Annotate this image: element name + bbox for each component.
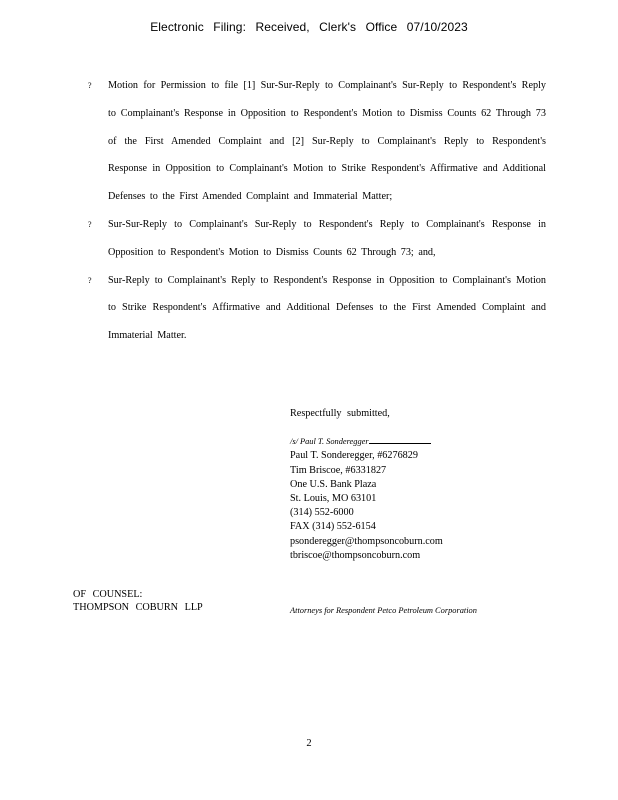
bullet-icon: ? bbox=[88, 219, 92, 229]
list-item-text: Sur-Reply to Complainant's Reply to Respondent's Response in Opposition to Complainant's Motion to Strike Respondent's Affirmative and Additional Defenses to the First Amended Complaint and Immaterial Matter. bbox=[108, 274, 546, 342]
of-counsel-label: OF COUNSEL: bbox=[73, 589, 143, 600]
closing-text: Respectfully submitted, bbox=[290, 408, 390, 419]
firm-name: THOMPSON COBURN LLP bbox=[73, 602, 203, 613]
attorney-name-1: Paul T. Sonderegger, #6276829 bbox=[290, 450, 418, 462]
filing-header: Electronic Filing: Received, Clerk's Office 07/10/2023 bbox=[150, 20, 468, 34]
list-item bbox=[84, 211, 546, 267]
electronic-signature: /s/ Paul T. Sonderegger bbox=[290, 437, 369, 447]
email-2: tbriscoe@thompsoncoburn.com bbox=[290, 549, 421, 561]
phone: (314) 552-6000 bbox=[290, 507, 354, 519]
page-number: 2 bbox=[306, 738, 312, 749]
document-list bbox=[84, 72, 546, 350]
attorney-name-2: Tim Briscoe, #6331827 bbox=[290, 464, 387, 476]
signature-block bbox=[290, 407, 443, 563]
of-counsel bbox=[73, 588, 203, 614]
fax: FAX (314) 552-6154 bbox=[290, 521, 376, 533]
list-item bbox=[84, 72, 546, 211]
signature-line bbox=[290, 435, 443, 449]
email-1: psonderegger@thompsoncoburn.com bbox=[290, 535, 443, 547]
list-item bbox=[84, 267, 546, 350]
attorneys-for: Attorneys for Respondent Petco Petroleum Corporation bbox=[290, 606, 477, 615]
bullet-icon: ? bbox=[88, 81, 92, 90]
bullet-icon: ? bbox=[88, 275, 92, 285]
address-line-1: One U.S. Bank Plaza bbox=[290, 478, 377, 490]
list-item-text: Sur-Sur-Reply to Complainant's Sur-Reply to Respondent's Reply to Complainant's Response in Opposition to Respondent's Motion to Dismiss Counts 62 Through 73; and, bbox=[108, 218, 546, 258]
address-line-2: St. Louis, MO 63101 bbox=[290, 493, 377, 505]
list-item-text: Motion for Permission to file [1] Sur-Sur-Reply to Complainant's Sur-Reply to Respondent's Reply to Complainant's Response in Opposition to Respondent's Motion to Dismiss Counts 62 Through 73 of the First Amended Complaint and [2] Sur-Reply to Complainant's Reply to Respondent's Response in Opposition to Complainant's Motion to Strike Respondent's Affirmative and Additional Defenses to the First Amended Complaint and Immaterial Matter; bbox=[108, 80, 546, 203]
